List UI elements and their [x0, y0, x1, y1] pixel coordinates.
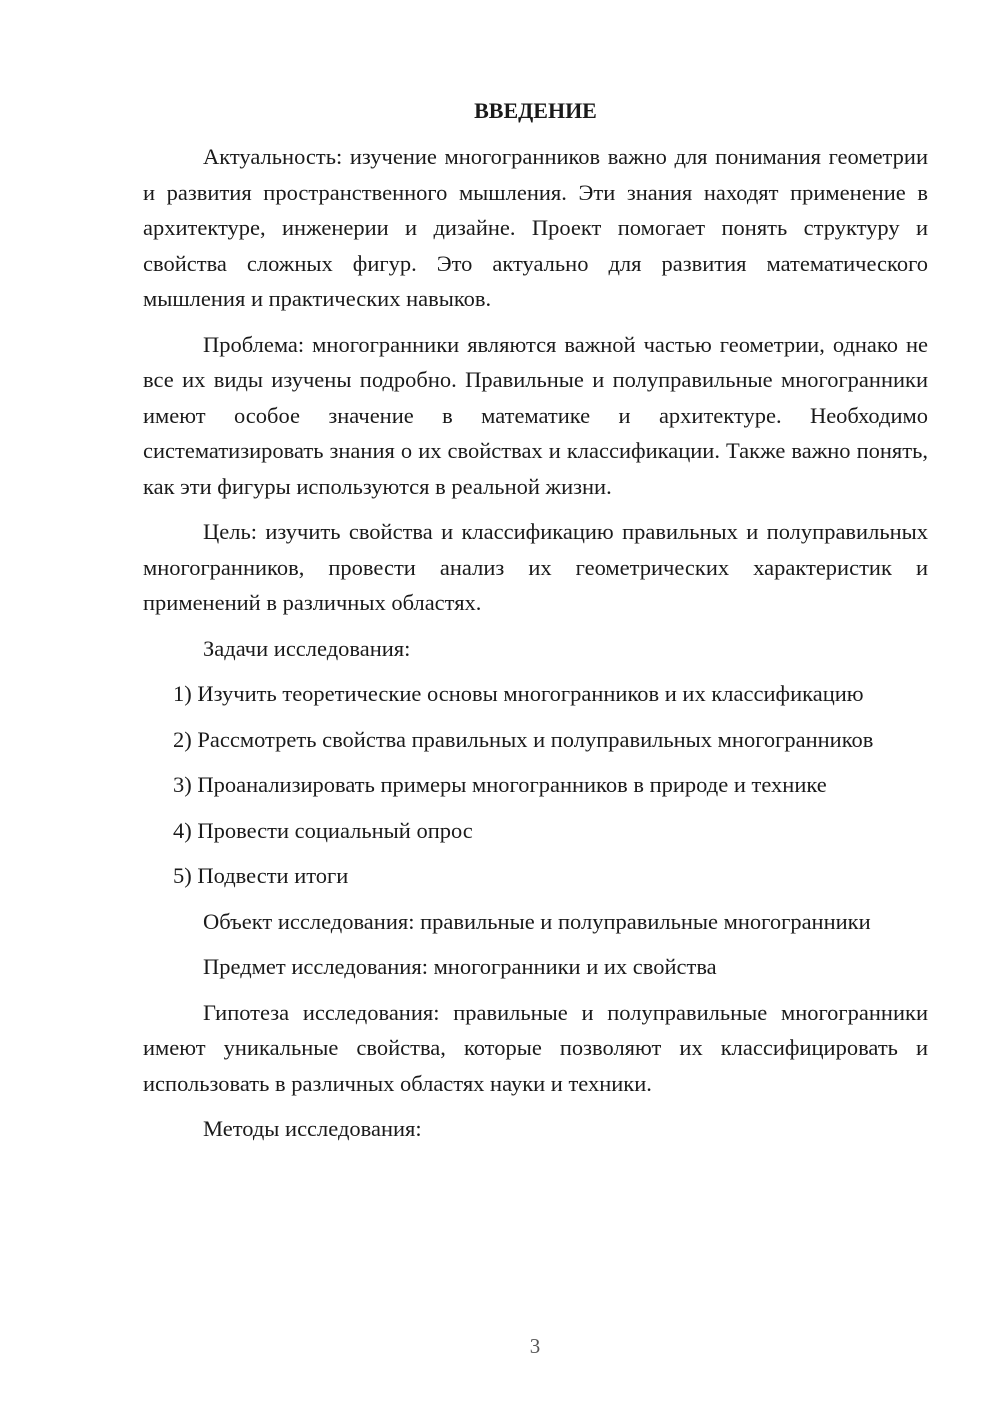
subject-paragraph: Предмет исследования: многогранники и их свойства: [203, 954, 717, 979]
task-item-4: 4) Провести социальный опрос: [173, 817, 473, 843]
task-item-2: 2) Рассмотреть свойства правильных и полуправильных многогранников: [173, 726, 874, 752]
tasks-heading: Задачи исследования:: [203, 635, 411, 661]
hypothesis-paragraph: Гипотеза исследования: правильные и полуправильные многогранники имеют уникальные свойства, которые позволяют их классифицировать и использовать в различных областях науки и техники.: [143, 999, 928, 1096]
problem-paragraph: Проблема: многогранники являются важной частью геометрии, однако не все их виды изучены подробно. Правильные и полуправильные многогранники имеют особое значение в математике и архитектуре. Необходимо систематизировать знания о их свойствах и классификации. Также важно понять, как эти фигуры используются в реальной жизни.: [143, 331, 928, 499]
document-body: [143, 93, 928, 1157]
methods-heading: Методы исследования:: [203, 1116, 422, 1141]
page-number: 3: [529, 1334, 541, 1358]
task-item-5: 5) Подвести итоги: [173, 863, 349, 888]
task-item-3: 3) Проанализировать примеры многогранников в природе и технике: [173, 772, 827, 797]
task-item-1: 1) Изучить теоретические основы многогранников и их классификацию: [173, 681, 864, 706]
object-paragraph: Объект исследования: правильные и полуправильные многогранники: [203, 908, 871, 934]
goal-paragraph: Цель: изучить свойства и классификацию правильных и полуправильных многогранников, провести анализ их геометрических характеристик и применений в различных областях.: [143, 519, 928, 615]
page-title: ВВЕДЕНИЕ: [474, 98, 597, 123]
relevance-paragraph: Актуальность: изучение многогранников важно для понимания геометрии и развития пространственного мышления. Эти знания находят применение в архитектуре, инженерии и дизайне. Проект помогает понять структуру и свойства сложных фигур. Это актуально для развития математического мышления и практических навыков.: [143, 144, 928, 311]
